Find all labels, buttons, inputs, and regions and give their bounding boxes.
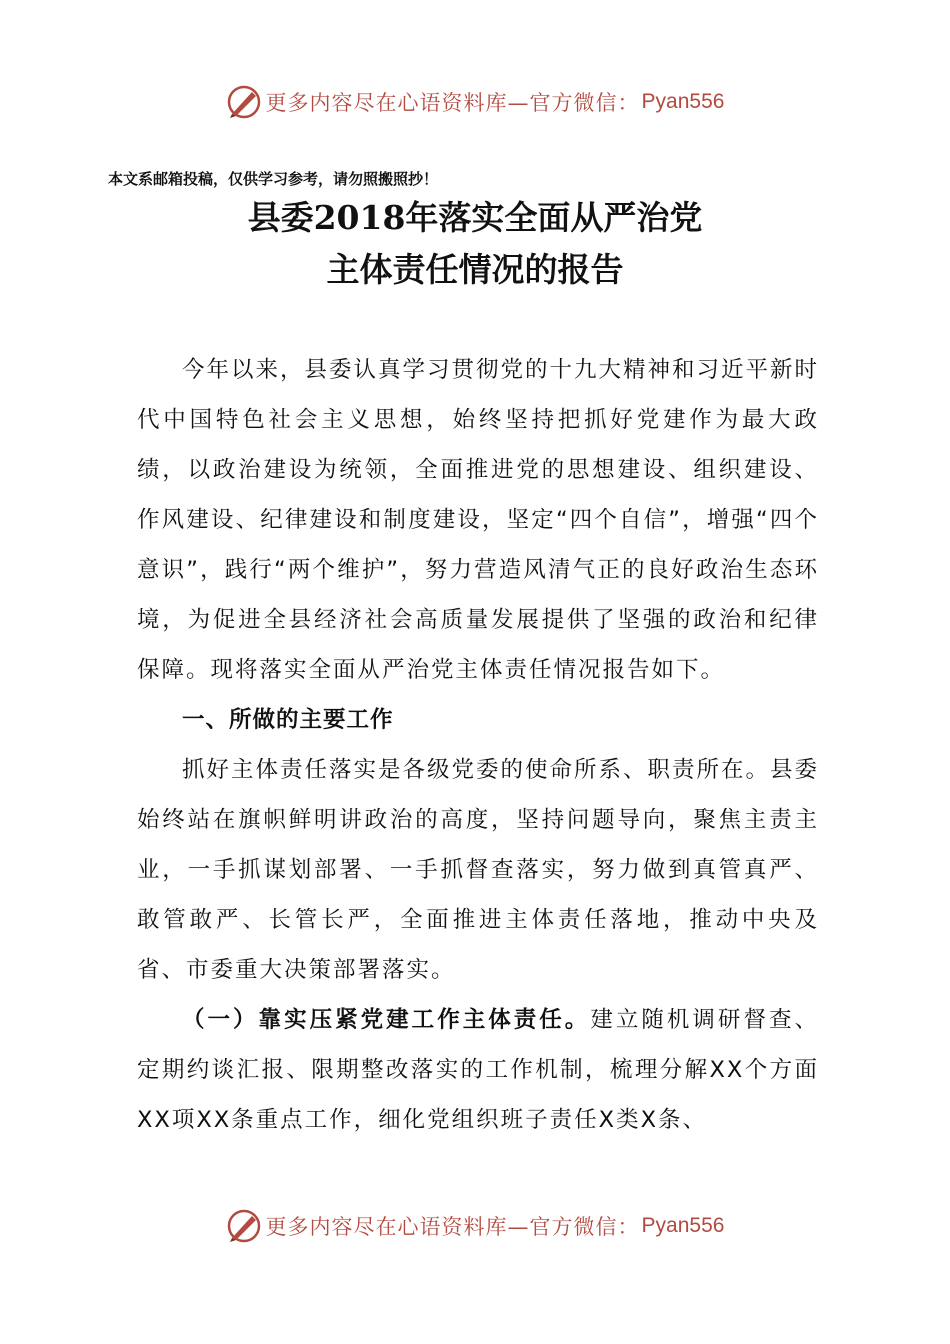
document-title-line-2: 主体责任情况的报告: [326, 250, 624, 289]
watermark-bottom: [0, 1208, 950, 1244]
paragraph-subsection-1: [137, 995, 819, 1145]
pen-logo-icon: [226, 1208, 262, 1244]
submission-notice: 本文系邮箱投稿，仅供学习参考，请勿照搬照抄！: [108, 170, 439, 188]
section-heading-1: 一、所做的主要工作: [182, 707, 394, 733]
watermark-id: Pyan556: [641, 90, 725, 113]
document-body: [137, 345, 819, 1145]
subsection-text: 建立随机调研督查、定期约谈汇报、限期整改落实的工作机制，梳理分解XX个方面XX项XX条重点工作，细化党组织班子责任X类X条、: [137, 1007, 819, 1133]
document-title-line-1: 县委2018年落实全面从严治党: [247, 198, 703, 237]
watermark-text: 更多内容尽在心语资料库—官方微信：: [265, 91, 640, 115]
watermark-text: 更多内容尽在心语资料库—官方微信：: [265, 1215, 640, 1239]
watermark-id: Pyan556: [641, 1214, 725, 1237]
watermark-top: [0, 84, 950, 120]
paragraph-intro: 今年以来，县委认真学习贯彻党的十九大精神和习近平新时代中国特色社会主义思想，始终坚持把抓好党建作为最大政绩，以政治建设为统领，全面推进党的思想建设、组织建设、作风建设、纪律建设和制度建设，坚定“四个自信”，增强“四个意识”，践行“两个维护”，努力营造风清气正的良好政治生态环境，为促进全县经济社会高质量发展提供了坚强的政治和纪律保障。现将落实全面从严治党主体责任情况报告如下。: [137, 357, 820, 683]
subsection-lead: （一）靠实压紧党建工作主体责任。: [182, 1007, 591, 1033]
paragraph-main-work: 抓好主体责任落实是各级党委的使命所系、职责所在。县委始终站在旗帜鲜明讲政治的高度，坚持问题导向，聚焦主责主业，一手抓谋划部署、一手抓督查落实，努力做到真管真严、敢管敢严、长管长严，全面推进主体责任落地，推动中央及省、市委重大决策部署落实。: [137, 757, 820, 983]
pen-logo-icon: [226, 84, 262, 120]
